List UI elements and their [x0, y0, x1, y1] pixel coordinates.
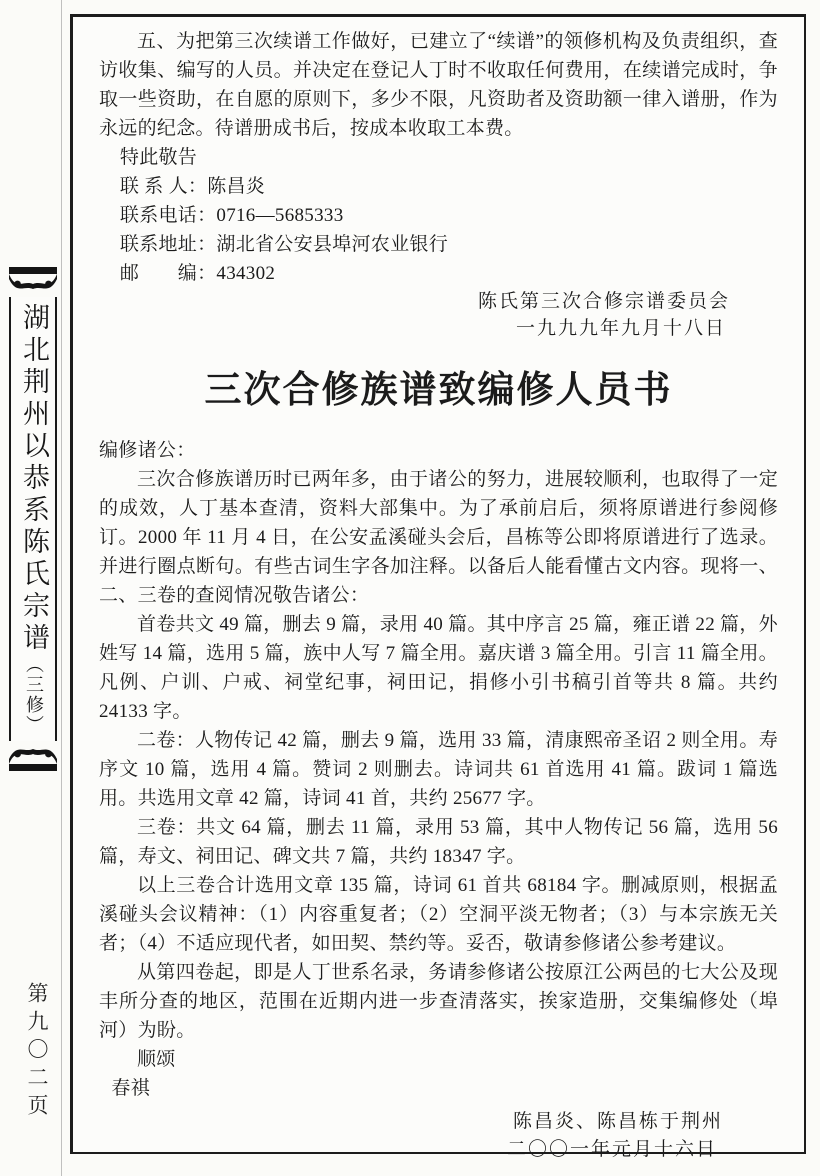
closing-word: 春祺 [111, 1078, 150, 1099]
spine-banner [9, 267, 57, 771]
letter-signoff [99, 1107, 778, 1163]
contact-zip-line [120, 259, 778, 288]
committee-signoff [99, 288, 778, 342]
letter-salutation: 编修诸公： [99, 440, 196, 461]
contact-address-line [120, 230, 778, 259]
content-box [70, 14, 806, 1160]
paragraph-item-five: 五、为把第三次续谱工作做好，已建立了“续谱”的领修机构及负责组织，查访收集、编写的人员。并决定在登记人丁时不收取任何费用，在续谱完成时，争取一些资助，在自愿的原则下，多少不限，凡资助者及资助额一律入谱册，作为永远的纪念。待谱册成书后，按成本收取工本费。 [99, 31, 778, 139]
contact-person-value: 陈昌炎 [207, 176, 266, 197]
letter-paragraph: 二卷：人物传记 42 篇，删去 9 篇，选用 33 篇，清康熙帝圣诏 2 则全用。寿序文 10 篇，选用 4 篇。赞词 2 则删去。诗词共 61 首选用 41 篇。跋词 1 篇选用。共选用文章 42 篇，诗词 41 首，共约 25677 字。 [99, 730, 778, 809]
letter-paragraph: 三卷：共文 64 篇，删去 11 篇，录用 53 篇，其中人物传记 56 篇，选用 56 篇，寿文、祠田记、碑文共 7 篇，共约 18347 字。 [99, 817, 778, 867]
letter-date: 二〇〇一年元月十六日 [506, 1138, 717, 1160]
banner-title-sub: ︵三修︶ [23, 655, 44, 735]
banner-bottom-ornament [9, 741, 57, 771]
banner-title-main: 湖北荆州以恭系陈氏宗谱 [18, 303, 49, 655]
contact-zip-label: 邮 编： [119, 263, 217, 284]
contact-zip-value: 434302 [216, 263, 276, 284]
banner-title [11, 303, 55, 735]
banner-top-ornament [9, 267, 57, 297]
contact-phone-label: 联系电话： [119, 205, 217, 226]
letter-paragraph: 首卷共文 49 篇，删去 9 篇，录用 40 篇。其中序言 25 篇，雍正谱 22 篇，外姓写 14 篇，选用 5 篇，族中人写 7 篇全用。嘉庆谱 3 篇全用。引言 11 篇全用。凡例、户训、户戒、祠堂纪事，祠田记，捐修小引书稿引首等共 8 篇。共约 24133 字。 [99, 614, 778, 722]
letter-title: 三次合修族谱致编修人员书 [204, 370, 673, 411]
banner-body [9, 297, 57, 741]
page-number: 第九〇二页 [25, 982, 49, 1122]
closing-lead: 顺颂 [137, 1049, 176, 1070]
contact-address-label: 联系地址： [119, 234, 217, 255]
committee-date: 一九九九年九月十八日 [515, 317, 726, 339]
page-fold-line [61, 0, 62, 1176]
letter-paragraph: 三次合修族谱历时已两年多，由于诸公的努力，进展较顺利，也取得了一定的成效，人丁基本查清，资料大部集中。为了承前启后，须将原谱进行参阅修订。2000 年 11 月 4 日，在公安孟溪碰头会后，昌栋等公即将原谱进行了选录。并进行圈点断句。有些古词生字各加注释。以备后人能看懂古文内容。现将一、二、三卷的查阅情况敬告诸公： [99, 469, 778, 606]
letter-paragraph: 从第四卷起，即是人丁世系名录，务请参修诸公按原江公两邑的七大公及现丰所分查的地区，范围在近期内进一步查清落实，挨家造册，交集编修处（埠河）为盼。 [99, 962, 778, 1041]
letter-signature: 陈昌炎、陈昌栋于荆州 [512, 1110, 723, 1132]
contact-phone-value: 0716—5685333 [216, 205, 344, 226]
contact-person-line [120, 172, 778, 201]
contact-person-label: 联 系 人： [119, 176, 208, 197]
contact-address-value: 湖北省公安县埠河农业银行 [216, 234, 449, 255]
notice-line: 特此敬告 [119, 147, 198, 168]
contact-phone-line [120, 201, 778, 230]
letter-paragraph: 以上三卷合计选用文章 135 篇，诗词 61 首共 68184 字。删减原则，根据孟溪碰头会议精神：（1）内容重复者；（2）空洞平淡无物者；（3）与本宗族无关者；（4）不适应现代者，如田契、禁约等。妥否，敬请参修诸公参考建议。 [99, 875, 778, 954]
committee-name: 陈氏第三次合修宗谱委员会 [477, 290, 730, 312]
